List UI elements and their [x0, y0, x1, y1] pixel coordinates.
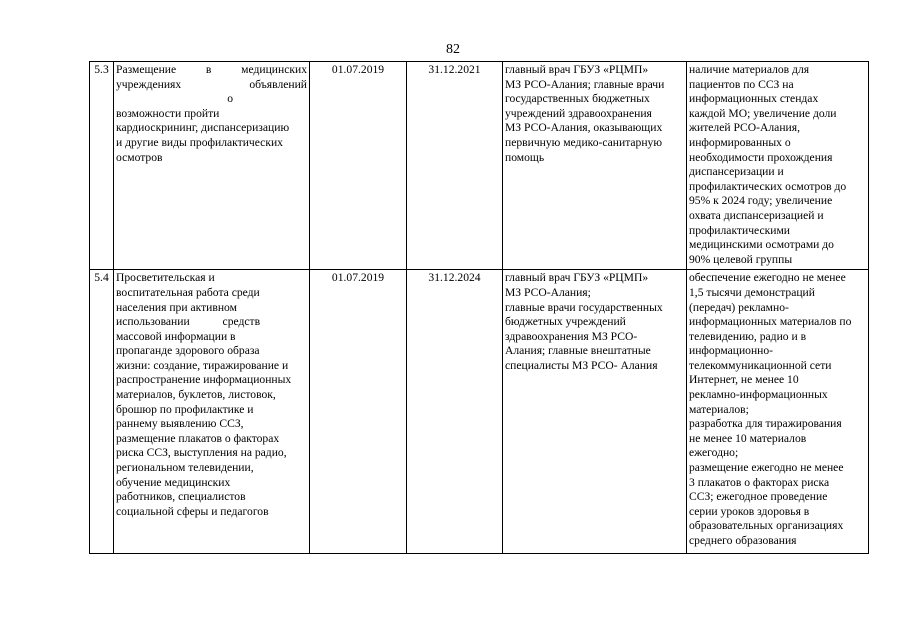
activity-name: Размещение в медицинских учреждениях объявлений о возможности пройти кардиоскрининг, диспансеризацию и другие виды профилактических осмотров: [114, 62, 310, 270]
responsible-executor: главный врач ГБУЗ «РЦМП» МЗ РСО-Алания; главные врачи государственных бюджетных учреждений здравоохранения МЗ РСО-Алания, оказывающих первичную медико-санитарную помощь: [503, 62, 687, 270]
row-number: 5.3: [90, 62, 114, 270]
table-row: [90, 270, 869, 554]
activity-name: Просветительская и воспитательная работа среди населения при активном использовании средств массовой информации в пропаганде здорового образа жизни: создание, тиражирование и распространение информационных материалов, буклетов, листовок, брошюр по профилактике и раннему выявлению ССЗ, размещение плакатов о факторах риска ССЗ, выступления на радио, региональном телевидении, обучение медицинских работников, специалистов социальной сферы и педагогов: [114, 270, 310, 554]
start-date: 01.07.2019: [310, 270, 407, 554]
expected-result: наличие материалов для пациентов по ССЗ на информационных стендах каждой МО; увеличение доли жителей РСО-Алания, информированных о необходимости прохождения диспансеризации и профилактических осмотров до 95% к 2024 году; увеличение охвата диспансеризацией и профилактическими медицинскими осмотрами до 90% целевой группы: [687, 62, 869, 270]
expected-result: обеспечение ежегодно не менее 1,5 тысячи демонстраций (передач) рекламно- информационных материалов по телевидению, радио и в информационно- телекоммуникационной сети Интернет, не менее 10 рекламно-информационных материалов; разработка для тиражирования не менее 10 материалов ежегодно; размещение ежегодно не менее 3 плакатов о факторах риска ССЗ; ежегодное проведение серии уроков здоровья в образовательных организациях среднего образования: [687, 270, 869, 554]
table-row: [90, 62, 869, 270]
row-number: 5.4: [90, 270, 114, 554]
responsible-executor: главный врач ГБУЗ «РЦМП» МЗ РСО-Алания; главные врачи государственных бюджетных учреждений здравоохранения МЗ РСО- Алания; главные внештатные специалисты МЗ РСО- Алания: [503, 270, 687, 554]
activity-table: [89, 61, 869, 554]
end-date: 31.12.2021: [407, 62, 503, 270]
start-date: 01.07.2019: [310, 62, 407, 270]
page-number: 82: [446, 42, 460, 57]
end-date: 31.12.2024: [407, 270, 503, 554]
